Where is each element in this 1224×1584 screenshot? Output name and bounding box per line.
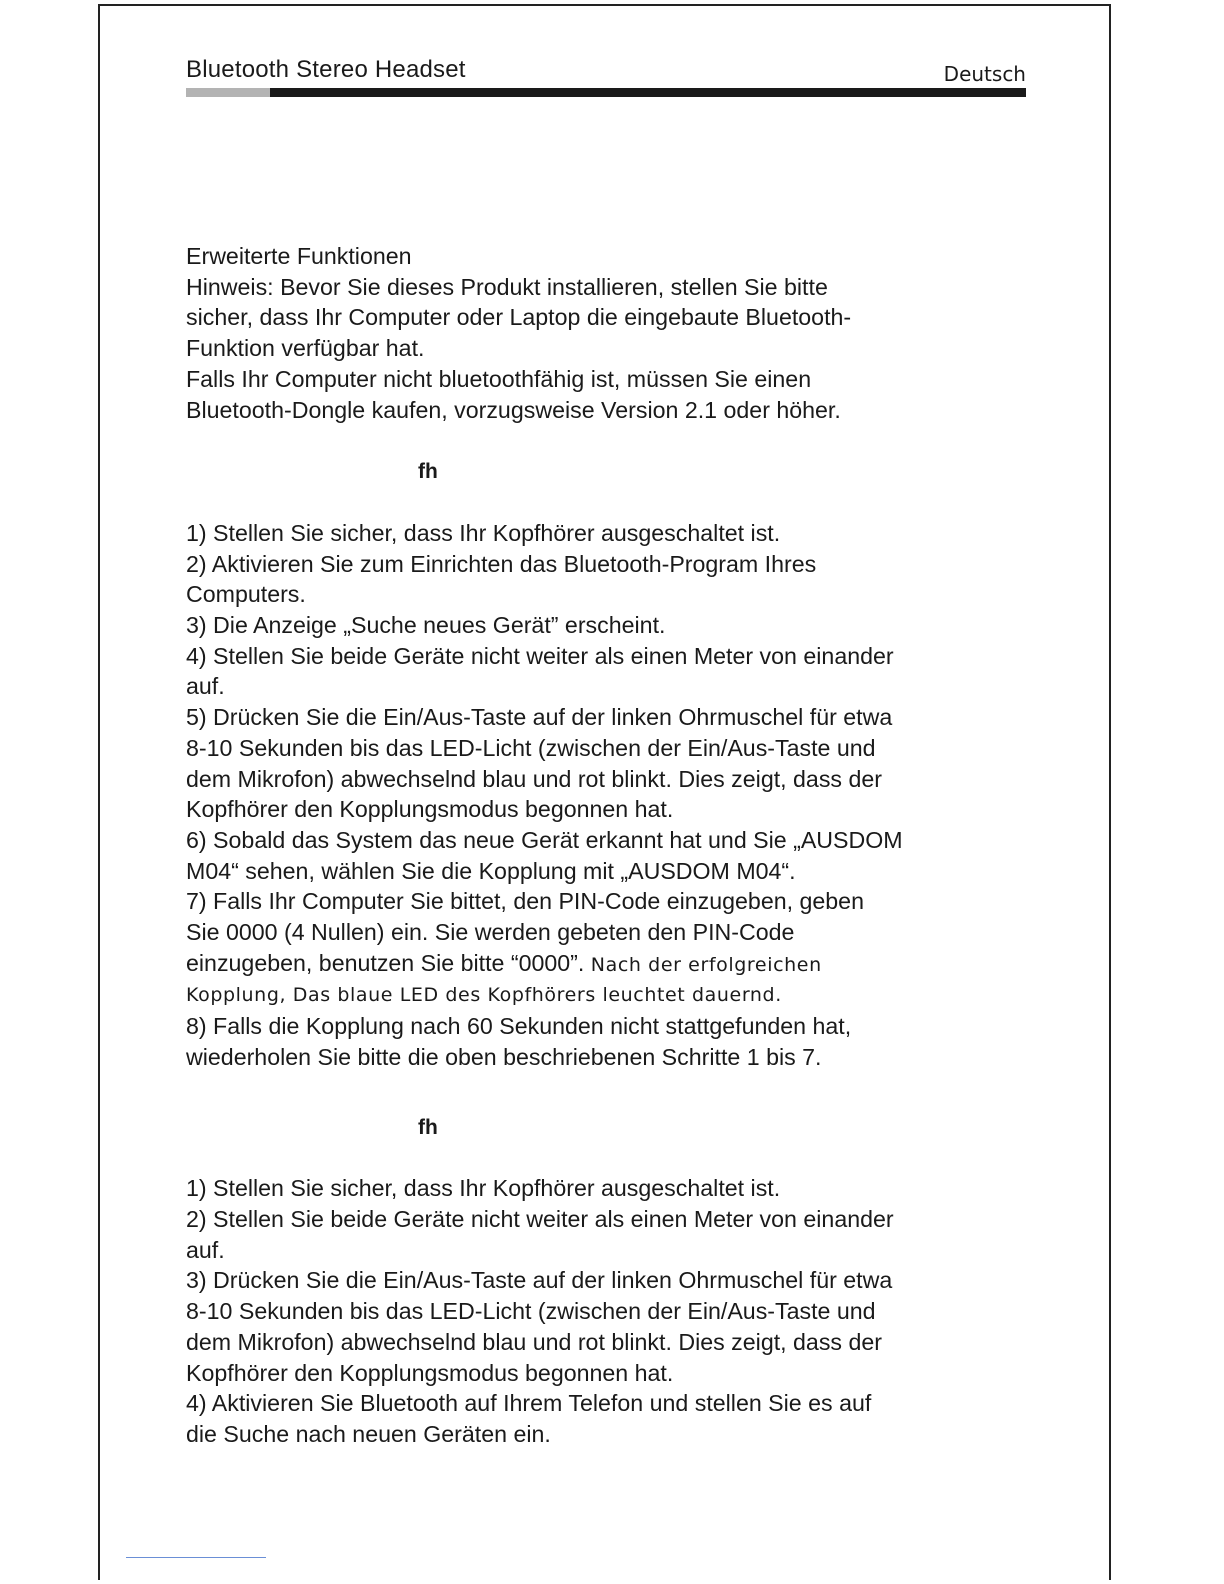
- step-line: 4) Stellen Sie beide Geräte nicht weiter als einen Meter von einander: [186, 642, 894, 669]
- intro-line: Hinweis: Bevor Sie dieses Produkt installieren, stellen Sie bitte: [186, 273, 828, 300]
- section2-heading: fh: [418, 1115, 438, 1139]
- header-rule-grey: [186, 88, 270, 97]
- intro-line: Falls Ihr Computer nicht bluetoothfähig ist, müssen Sie einen: [186, 365, 812, 392]
- header-rule-black: [270, 88, 1026, 97]
- intro-heading: Erweiterte Funktionen: [186, 243, 412, 269]
- document-body: [186, 241, 986, 1450]
- step-line: 2) Stellen Sie beide Geräte nicht weiter als einen Meter von einander: [186, 1205, 894, 1232]
- header-rule: [186, 88, 1026, 97]
- intro-line: sicher, dass Ihr Computer oder Laptop die eingebaute Bluetooth-: [186, 304, 852, 331]
- step-line: 7) Falls Ihr Computer Sie bittet, den PIN-Code einzugeben, geben: [186, 888, 864, 915]
- step-line: auf.: [186, 1236, 225, 1263]
- step-line: 3) Die Anzeige „Suche neues Gerät” erscheint.: [186, 612, 666, 639]
- step-line: dem Mikrofon) abwechselnd blau und rot blinkt. Dies zeigt, dass der: [186, 1328, 882, 1355]
- step-line: Kopfhörer den Kopplungsmodus begonnen hat.: [186, 1359, 674, 1386]
- step-line: 2) Aktivieren Sie zum Einrichten das Bluetooth-Program Ihres: [186, 550, 817, 577]
- section2-steps: [186, 1173, 986, 1449]
- step-line: 4) Aktivieren Sie Bluetooth auf Ihrem Telefon und stellen Sie es auf: [186, 1390, 872, 1417]
- step-line: 6) Sobald das System das neue Gerät erkannt hat und Sie „AUSDOM: [186, 826, 903, 853]
- intro-line: Funktion verfügbar hat.: [186, 335, 425, 362]
- step-line: 3) Drücken Sie die Ein/Aus-Taste auf der linken Ohrmuschel für etwa: [186, 1267, 893, 1294]
- pin-success-note: Nach der erfolgreichen: [590, 953, 822, 976]
- intro-section: [186, 241, 986, 425]
- step-line: 5) Drücken Sie die Ein/Aus-Taste auf der linken Ohrmuschel für etwa: [186, 704, 893, 731]
- page-header: [186, 54, 1026, 98]
- intro-line: Bluetooth-Dongle kaufen, vorzugsweise Version 2.1 oder höher.: [186, 396, 841, 423]
- header-title: Bluetooth Stereo Headset: [186, 56, 466, 83]
- step-line: auf.: [186, 673, 225, 700]
- step-line: 1) Stellen Sie sicher, dass Ihr Kopfhörer ausgeschaltet ist.: [186, 519, 781, 546]
- header-language: Deutsch: [943, 62, 1026, 86]
- step-line: 8) Falls die Kopplung nach 60 Sekunden nicht stattgefunden hat,: [186, 1013, 852, 1040]
- pin-success-note-cont: Kopplung, Das blaue LED des Kopfhörers leuchtet dauernd.: [186, 984, 782, 1007]
- section1-heading: fh: [418, 460, 438, 484]
- section1-steps: [186, 518, 986, 1073]
- step-line: wiederholen Sie bitte die oben beschriebenen Schritte 1 bis 7.: [186, 1043, 822, 1070]
- step-line: M04“ sehen, wählen Sie die Kopplung mit „AUSDOM M04“.: [186, 857, 796, 884]
- step-line: 8-10 Sekunden bis das LED-Licht (zwischen der Ein/Aus-Taste und: [186, 1298, 876, 1325]
- footer-line: [126, 1557, 266, 1558]
- step-line: die Suche nach neuen Geräten ein.: [186, 1420, 551, 1447]
- step-line: dem Mikrofon) abwechselnd blau und rot blinkt. Dies zeigt, dass der: [186, 765, 882, 792]
- step-line-pin: [186, 948, 986, 981]
- step-line: 8-10 Sekunden bis das LED-Licht (zwischen der Ein/Aus-Taste und: [186, 734, 876, 761]
- step-line: Sie 0000 (4 Nullen) ein. Sie werden gebeten den PIN-Code: [186, 919, 795, 946]
- step-line: 1) Stellen Sie sicher, dass Ihr Kopfhörer ausgeschaltet ist.: [186, 1175, 781, 1202]
- step-line: Computers.: [186, 581, 306, 608]
- step-line: Kopfhörer den Kopplungsmodus begonnen hat.: [186, 796, 674, 823]
- pin-instruction: einzugeben, benutzen Sie bitte “0000”.: [186, 949, 585, 976]
